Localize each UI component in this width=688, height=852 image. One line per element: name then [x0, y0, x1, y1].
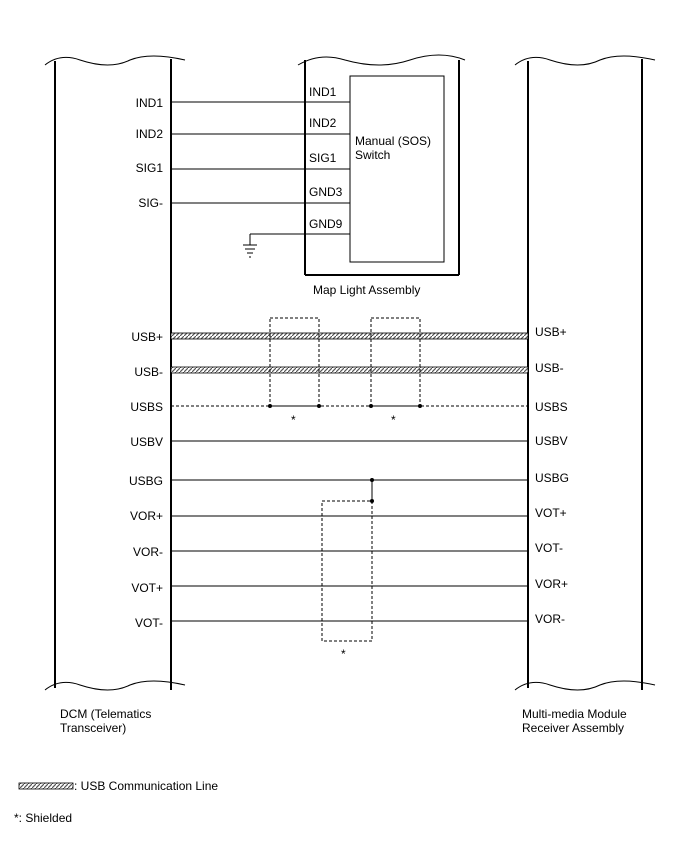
ground-icon	[243, 245, 257, 257]
usb-line-legend-label: : USB Communication Line	[74, 779, 219, 793]
shield-asterisk: *	[341, 647, 346, 661]
right-pin-label: USBS	[535, 400, 568, 414]
right-pin-label: VOT+	[535, 506, 567, 520]
left-pin-label: USBS	[130, 400, 163, 414]
left-pin-label: VOR+	[129, 509, 163, 523]
right-pin-label: VOR-	[535, 612, 565, 626]
left-pin-label: VOR-	[133, 545, 163, 559]
map-pin-label: GND9	[309, 217, 343, 231]
usb-minus-line	[171, 367, 528, 373]
left-pin-label: USBG	[128, 474, 163, 488]
right-pin-label: USBG	[535, 471, 570, 485]
usb-shields	[171, 318, 528, 406]
right-pin-label: USB-	[535, 361, 564, 375]
map-pin-label: GND3	[309, 185, 343, 199]
left-pin-label: SIG-	[138, 196, 163, 210]
left-component-name-2: Transceiver)	[60, 721, 127, 735]
map-pin-label: IND1	[309, 85, 337, 99]
left-pin-label: IND2	[135, 127, 163, 141]
usb-plus-line	[171, 333, 528, 339]
shielded-legend-label: *: Shielded	[14, 811, 73, 825]
right-pin-label: USB+	[535, 325, 567, 339]
map-light-pin-labels	[309, 85, 343, 231]
left-pin-label: VOT-	[134, 616, 163, 630]
right-pin-label: VOT-	[535, 541, 564, 555]
left-pin-label: USBV	[130, 435, 163, 449]
switch-label-2: Switch	[355, 148, 391, 162]
left-component-name: DCM (Telematics	[60, 707, 152, 721]
left-upper-pin-labels	[136, 96, 164, 210]
lower-wires	[171, 441, 528, 621]
right-pin-label: USBV	[535, 434, 568, 448]
shield-asterisk: *	[391, 413, 396, 427]
dcm-component	[45, 56, 185, 690]
left-lower-pin-labels	[129, 330, 163, 630]
shield-asterisk: *	[291, 413, 296, 427]
right-component-name-2: Receiver Assembly	[522, 721, 625, 735]
left-pin-label: USB-	[134, 365, 163, 379]
map-light-title: Map Light Assembly	[313, 283, 421, 297]
map-pin-label: IND2	[309, 116, 337, 130]
video-shield	[322, 501, 372, 641]
map-pin-label: SIG1	[309, 151, 337, 165]
right-pin-label: VOR+	[535, 577, 569, 591]
right-pin-labels	[535, 325, 569, 626]
usb-line-legend-swatch	[19, 783, 73, 789]
left-pin-label: USB+	[131, 330, 163, 344]
right-component-name: Multi-media Module	[522, 707, 627, 721]
left-pin-label: IND1	[135, 96, 163, 110]
left-pin-label: SIG1	[135, 161, 163, 175]
left-pin-label: VOT+	[131, 581, 163, 595]
switch-label: Manual (SOS)	[355, 134, 432, 148]
